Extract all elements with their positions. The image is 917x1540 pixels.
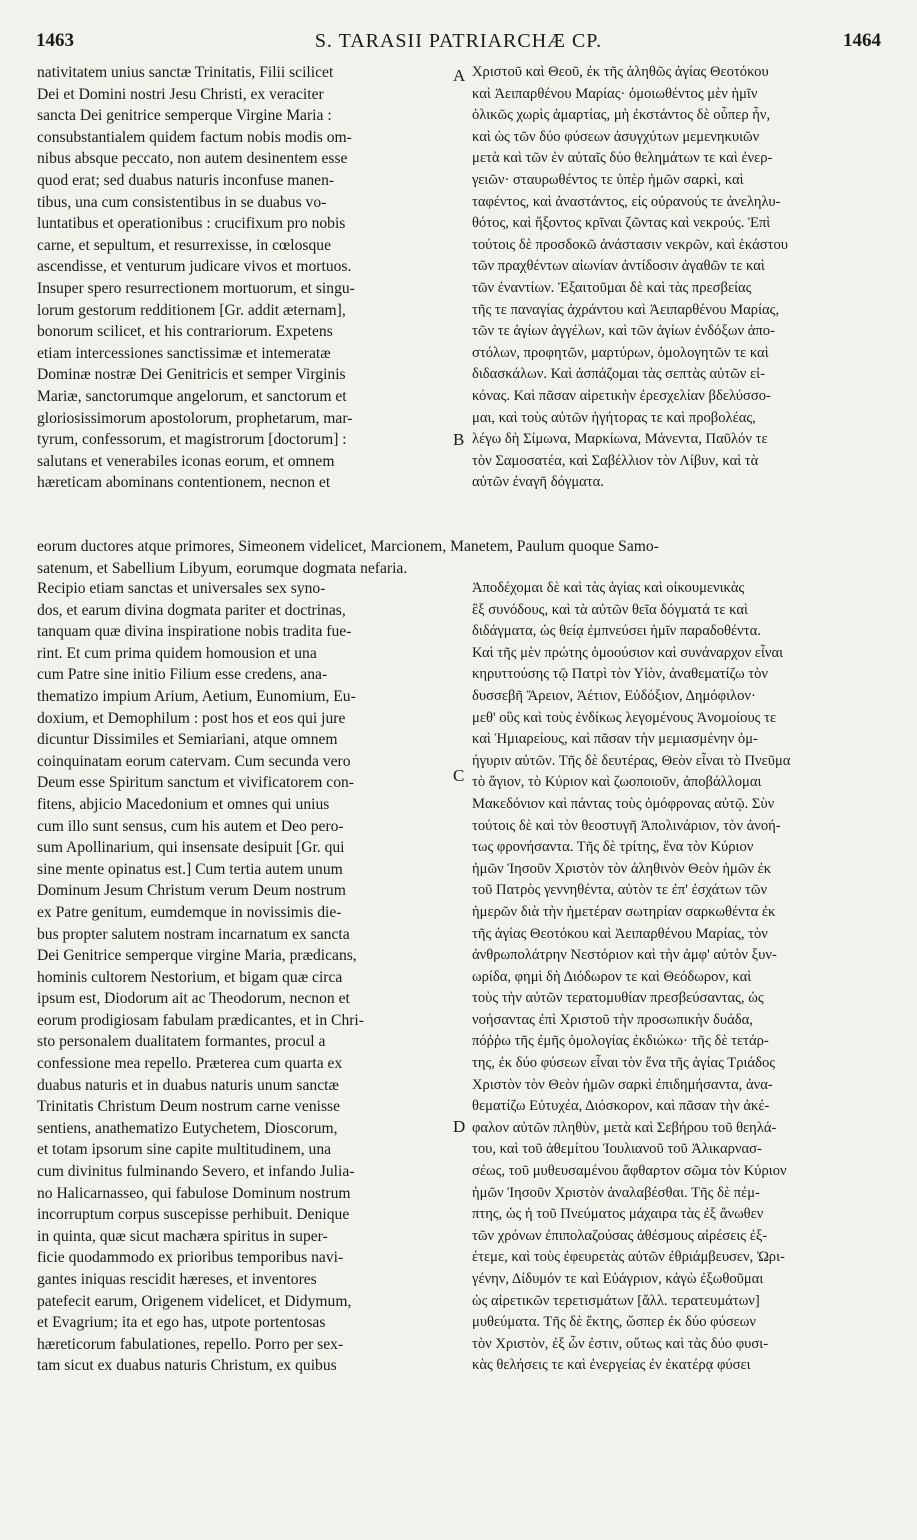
text-line: cum illo sunt sensus, cum his autem et Deo pero- [37,817,344,835]
text-line: κηρυττούσης τῷ Πατρὶ τὸν Υἱὸν, ἀναθεματίζω τὸν [472,666,769,683]
text-line: patefecit earum, Origenem videlicet, et Didymum, [37,1292,352,1310]
text-line: ascendisse, et venturum judicare vivos et mortuos. [37,258,352,276]
text-line: thematizo impium Arium, Aetium, Eunomium, Eu- [37,687,356,705]
text-line: carne, et sepultum, et resurrexisse, in cœlosque [37,236,332,254]
text-line: et Evagrium; ita et ego has, utpote portentosas [37,1314,326,1332]
text-line: sine mente opinatus est.] Cum tertia autem unum [37,860,343,878]
text-line: καὶ Ἀειπαρθένου Μαρίας· ὁμοιωθέντος μὲν ἡμῖν [472,85,758,102]
text-line: Deum esse Spiritum sanctum et vivificatorem con- [37,774,354,792]
text-line: in quinta, quæ sicut machæra spiritus in super- [37,1227,328,1245]
text-line: τὸ ἅγιον, τὸ Κύριον καὶ ζωοποιοῦν, ἀποβάλλομαι [472,774,762,791]
text-line: incorruptum corpus suscepisse perhibuit. Denique [37,1206,350,1224]
text-line: ήγυριν αὐτῶν. Τῆς δὲ δευτέρας, Θεὸν εἶναι τὸ Πνεῦμα [472,752,791,769]
text-line: φαλον αὐτῶν πληθὺν, μετὰ καὶ Σεβήρου τοῦ θεηλά- [472,1119,777,1136]
text-line: διδάγματα, ὡς θείᾳ ἐμπνεύσει ἡμῖν παραδοθέντα. [472,623,761,640]
text-line: πόῤῥω τῆς ἐμῆς ὁμολογίας ἐκδιώκω· τῆς δὲ τετάρ- [472,1033,769,1050]
text-line: Μακεδόνιον καὶ πάντας τοὺς ὁμόφρονας αὐτῷ. Σὺν [472,795,775,812]
text-line: gloriosissimorum apostolorum, prophetarum, mar- [37,409,353,427]
greek-column-top [472,62,882,494]
text-line: τούτοις δὲ προσδοκῶ ἀνάστασιν νεκρῶν, καὶ ἑκάστου [472,236,789,253]
text-line: Καὶ τῆς μὲν πρώτης ὁμοούσιον καὶ συνάναρχον εἶναι [472,644,784,661]
text-line: λέγω δὴ Σίμωνα, Μαρκίωνα, Μάνεντα, Παῦλόν τε [472,431,768,448]
latin-column-top [37,62,450,494]
text-line: lorum gestorum redditionem [Gr. addit æternam], [37,301,346,319]
running-title: S. TARASII PATRIARCHÆ CP. [314,30,603,52]
text-line: luntatibus et operationibus : crucifixum pro nobis [37,215,346,233]
text-line: ταφέντος, καὶ ἀναστάντος, εἰς οὐρανούς τε ἀνεληλυ- [472,193,781,210]
text-line: bonorum scilicet, et his contrariorum. Expetens [37,323,333,341]
text-line: et totam ipsorum sine capite multitudinem, una [37,1141,332,1159]
text-line: τοὺς τὴν αὐτῶν τερατομυθίαν πρεσβεύσαντας, ὡς [472,990,764,1007]
text-line: tam sicut ex duabus naturis Christum, ex quibus [37,1357,337,1375]
text-line: tibus, una cum consistentibus in se duabus vo- [37,193,327,211]
text-line: ὡς αἱρετικῶν τερετισμάτων [ἄλλ. τερατευμάτων] [472,1292,760,1309]
text-line: sentiens, anathematizo Eutychetem, Dioscorum, [37,1119,338,1137]
text-line: nibus absque peccato, non autem desinentem esse [37,150,348,168]
section-marker-a: A [453,66,466,85]
text-line: πτης, ὡς ἡ τοῦ Πνεύματος μάχαιρα τὰς ἐξ ἄνωθεν [472,1206,764,1223]
text-line: σέως, τοῦ μυθευσαμένου ἄφθαρτον σῶμα τὸν Κύριον [472,1163,787,1180]
text-line: ficie quodammodo ex prioribus temporibus navi- [37,1249,344,1267]
text-line: ἀνθρωπολάτρην Νεστόριον καὶ τὴν ἀμφ' αὐτὸν ξυν- [472,947,777,964]
section-marker-c: C [453,766,465,785]
text-line: τούτοις δὲ καὶ τὸν θεοστυγῆ Ἀπολινάριον, τὸν ἀνοή- [472,817,781,834]
text-line: Dei Genitrice semperque virgine Maria, prædicans, [37,947,357,965]
text-line: δυσσεβῆ Ἄρειον, Ἀέτιον, Εὐδόξιον, Δημόφιλον· [472,687,756,704]
text-line: μυθεύματα. Τῆς δὲ ἕκτης, ὥσπερ ἐκ δύο φύσεων [472,1314,757,1331]
text-line: μαι, καὶ τοὺς αὐτῶν ἡγήτορας τε καὶ προβολέας, [472,409,756,426]
text-line: sto personalem dualitatem formantes, procul a [37,1033,326,1051]
text-line: no Halicarnasseo, qui fabulose Dominum nostrum [37,1184,351,1202]
text-line: hæreticorum fabulationes, repello. Porro per sex- [37,1335,344,1353]
text-line: κόνας. Καὶ πᾶσαν αἱρετικὴν ἐρεσχελίαν βδελύσσο- [472,387,771,404]
text-line: τὸν Σαμοσατέα, καὶ Σαβέλλιον τὸν Λίβυν, καὶ τὰ [472,452,759,469]
text-line: sancta Dei genitrice semperque Virgine Maria : [37,107,332,125]
text-line: ἡμερῶν διὰ τὴν ἡμετέραν σωτηρίαν σαρκωθέντα ἐκ [472,903,776,920]
text-line: hæreticam abominans contentionem, necnon et [37,474,331,492]
text-line: dos, et earum divina dogmata pariter et doctrinas, [37,601,346,619]
text-line: θεματίζω Εὐτυχέα, Διόσκορον, καὶ πᾶσαν τὴν ἀκέ- [472,1098,770,1115]
text-line: Dominum Jesum Christum verum Deum nostrum [37,882,346,900]
text-line: τῶν πραχθέντων αἰωνίαν ἀντίδοσιν ἀγαθῶν τε καὶ [472,258,765,275]
text-line: fitens, abjicio Macedonium et omnes qui unius [37,795,330,813]
text-line: τῆς τε παναγίας ἀχράντου καὶ Ἀειπαρθένου Μαρίας, [472,301,780,318]
text-line: στόλων, προφητῶν, μαρτύρων, ὁμολογητῶν τε καὶ [472,344,769,361]
text-line: κὰς θελήσεις τε καὶ ἐνεργείας ἐν ἑκατέρᾳ φύσει [472,1357,751,1374]
text-line: μετὰ καὶ τῶν ἐν αὐταῖς δύο θελημάτων τε καὶ ἐνερ- [472,150,773,167]
text-line: Dominæ nostræ Dei Genitricis et semper Virginis [37,366,346,384]
text-line: Ἀποδέχομαι δὲ καὶ τὰς ἁγίας καὶ οἰκουμενικὰς [472,580,745,596]
text-line: γένην, Δίδυμόν τε καὶ Εὐάγριον, κἀγὼ ἐξωθοῦμαι [472,1271,764,1287]
text-line: ex Patre genitum, eumdemque in novissimis die- [37,903,342,921]
text-line: tanquam quæ divina inspiratione nobis tradita fue- [37,623,352,641]
text-line: ἓξ συνόδους, καὶ τὰ αὐτῶν θεῖα δόγματά τε καὶ [472,601,748,618]
text-line: νοήσαντας ἐπὶ Χριστοῦ τὴν προσωπικὴν δυάδα, [472,1011,753,1028]
text-line: Mariæ, sanctorumque angelorum, et sanctorum et [37,387,347,405]
text-line: τῶν τε ἁγίων ἀγγέλων, καὶ τῶν ἁγίων ἐνδόξων ἀπο- [472,323,775,340]
latin-column-bottom [37,578,450,1377]
text-line: Recipio etiam sanctas et universales sex syno- [37,580,326,597]
text-line: γειῶν· σταυρωθέντος τε ὑπὲρ ἡμῶν σαρκὶ, καὶ [472,171,744,188]
page-header [0,30,917,60]
greek-column-bottom [472,578,882,1377]
text-line: cum Patre sine initio Filium esse credens, ana- [37,666,328,684]
text-line: τῶν ἐναντίων. Ἐξαιτοῦμαι δὲ καὶ τὰς πρεσβείας [472,279,752,296]
text-line: confessione mea repello. Præterea cum quarta ex [37,1055,343,1073]
text-line: eorum prodigiosam fabulam prædicantes, et in Chri- [37,1011,364,1029]
text-line: διδασκάλων. Καὶ ἀσπάζομαι τὰς σεπτὰς αὐτῶν εἰ- [472,366,765,383]
text-line: consubstantialem quidem factum nobis modis om- [37,128,352,146]
text-line: ἡμῶν Ἰησοῦν Χριστὸν τὸν ἀληθινὸν Θεὸν ἡμῶν ἐκ [472,860,772,877]
text-line: έτεμε, καὶ τοὺς ἐφευρετὰς αὐτῶν ἐθριάμβευσεν, Ὠρι- [472,1249,785,1266]
text-line: τως φρονήσαντα. Τῆς δὲ τρίτης, ἕνα τὸν Κύριον [472,839,754,856]
text-line: bus propter salutem nostram incarnatum ex sancta [37,925,350,943]
text-line: αὐτῶν ἐναγῆ δόγματα. [472,474,604,491]
text-line: tyrum, confessorum, et magistrorum [doctorum] : [37,431,347,449]
text-line: etiam intercessiones sanctissimæ et intemeratæ [37,344,331,362]
text-line: ὁλικῶς χωρὶς ἁμαρτίας, μὴ ἐκστάντος δὲ οὗπερ ἦν, [472,107,771,124]
page-number-right: 1464 [843,30,881,51]
section-marker-d: D [453,1117,466,1136]
text-line: καὶ ὡς τῶν δύο φύσεων ἀσυγχύτων μεμενηκυιῶν [472,128,760,145]
text-line: τῆς ἁγίας Θεοτόκου καὶ Ἀειπαρθένου Μαρίας, τὸν [472,925,768,942]
text-line: καὶ Ἡμιαρείους, καὶ πᾶσαν τὴν μεμιασμένην ὁμ- [472,731,758,748]
text-line: Dei et Domini nostri Jesu Christi, ex veraciter [37,85,324,103]
text-line: satenum, et Sabellium Libyum, eorumque dogmata nefaria. [37,559,408,577]
text-line: Χριστοῦ καὶ Θεοῦ, ἐκ τῆς ἀληθῶς ἁγίας Θεοτόκου [472,64,769,80]
text-line: cum divinitus fulminando Severo, et infando Julia- [37,1163,355,1181]
text-line: doxium, et Demophilum : post hos et eos qui jure [37,709,346,727]
text-line: coinquinatam eorum catervam. Cum secunda vero [37,752,351,770]
text-line: sum Apollinarium, qui insensate desipuit [Gr. qui [37,839,345,857]
text-line: gantes iniquas rescidit hæreses, et inventores [37,1271,317,1288]
text-line: της, ἐκ δύο φύσεων εἶναι τὸν ἕνα τῆς ἁγίας Τριάδος [472,1055,776,1072]
text-line: salutans et venerabiles iconas eorum, et omnem [37,452,335,470]
text-line: duabus naturis et in duabus naturis unum sanctæ [37,1076,339,1094]
text-line: ἡμῶν Ἰησοῦν Χριστὸν ἀναλαβέσθαι. Τῆς δὲ πέμ- [472,1184,760,1201]
text-line: ipsum est, Diodorum ait ac Theodorum, necnon et [37,990,350,1008]
text-line: τὸν Χριστὸν, ἐξ ὧν ἐστιν, οὕτως καὶ τὰς δύο φυσι- [472,1335,769,1352]
text-line: hominis cultorem Nestorium, et bigam quæ circa [37,968,343,986]
text-line: nativitatem unius sanctæ Trinitatis, Filii scilicet [37,64,334,81]
text-line: Insuper spero resurrectionem mortuorum, et singu- [37,279,355,297]
text-line: rint. Et cum prima quidem homousion et una [37,644,317,662]
latin-full-width [37,536,882,579]
text-line: quod erat; sed duabus naturis inconfuse manen- [37,171,335,189]
text-line: eorum ductores atque primores, Simeonem videlicet, Marcionem, Manetem, Paulum quoque Samo- [37,538,659,555]
section-marker-b: B [453,430,465,449]
text-line: Trinitatis Christum Deum nostrum carne venisse [37,1098,341,1116]
text-line: τοῦ Πατρὸς γεννηθέντα, αὐτὸν τε ἐπ' ἐσχάτων τῶν [472,882,768,899]
text-line: θότος, καὶ ἥξοντος κρῖναι ζῶντας καὶ νεκρούς. Ἐπὶ [472,215,771,232]
text-line: του, καὶ τοῦ ἀθεμίτου Ἰουλιανοῦ τοῦ Ἀλικαρνασ- [472,1141,762,1158]
text-line: ωρίδα, φημὶ δὴ Διόδωρον τε καὶ Θεόδωρον, καὶ [472,968,752,985]
text-line: dicuntur Dissimiles et Semiariani, atque omnem [37,731,338,749]
text-line: μεθ' οὓς καὶ τοὺς ἐνδίκως λεγομένους Ἀνομοίους τε [472,709,777,726]
text-line: Χριστὸν τὸν Θεὸν ἡμῶν σαρκὶ ἐπιδημήσαντα, ἀνα- [472,1076,773,1093]
text-line: τῶν χρόνων ἐπιπολαζούσας ἀθέσμους αἱρέσεις ἐξ- [472,1227,768,1244]
page-number-left: 1463 [36,30,74,51]
